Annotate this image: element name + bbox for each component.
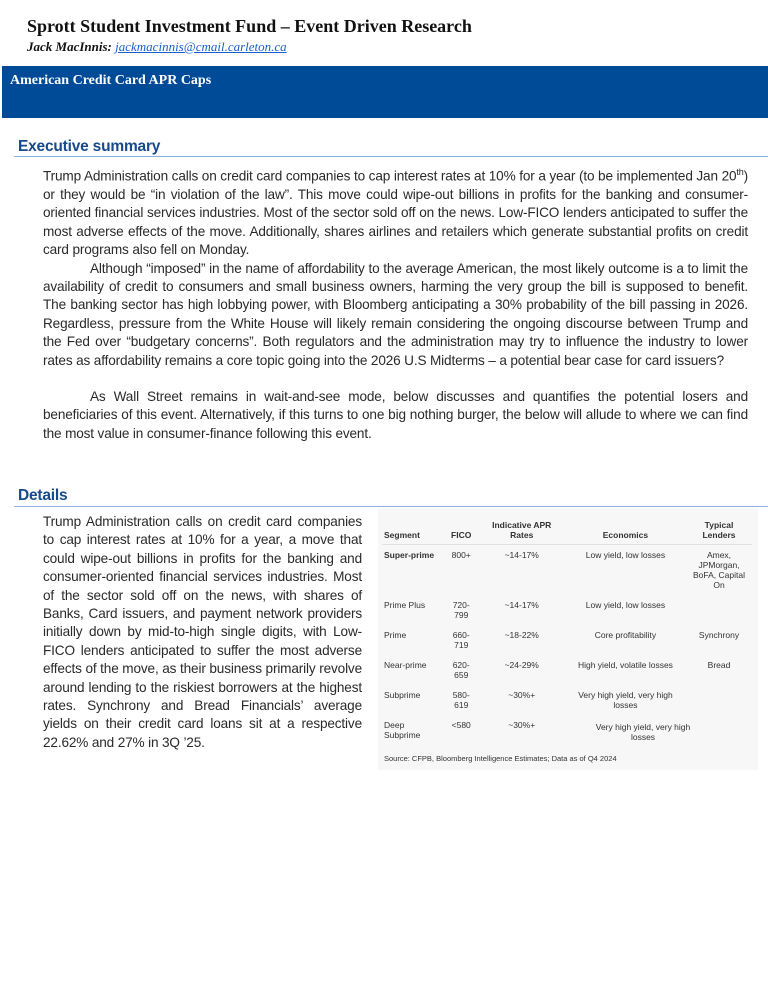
column-header: Typical Lenders — [686, 518, 752, 545]
table-cell: Deep Subprime — [384, 720, 421, 740]
table-cell: <580 — [451, 720, 471, 730]
table-cell: Synchrony — [698, 630, 740, 640]
table-cell: ~14-17% — [504, 550, 539, 560]
column-header: FICO — [444, 518, 479, 545]
divider — [14, 156, 768, 157]
table-cell: Super-prime — [384, 550, 435, 560]
apr-segment-table — [382, 518, 752, 745]
table-cell — [686, 595, 752, 625]
author-name: Jack MacInnis — [27, 39, 108, 54]
banner-title: American Credit Card APR Caps — [10, 73, 212, 88]
executive-summary-heading: Executive summary — [18, 138, 161, 155]
details-heading: Details — [18, 487, 68, 504]
table-note: Very high yield, very high losses — [595, 722, 691, 742]
table-cell: Amex, JPMorgan, BoFA, Capital On — [693, 550, 745, 590]
paragraph: As Wall Street remains in wait-and-see mode, below discusses and quantifies the potential losers and beneficiaries of this event. Alternatively, if this turns to one big nothing burger, the below will allude to where we can find the most value in consumer-finance following this event. — [43, 389, 748, 441]
table-cell: 720-799 — [452, 600, 470, 620]
table-row — [382, 545, 752, 596]
table-cell — [686, 685, 752, 715]
table-cell: 620-659 — [452, 660, 470, 680]
column-header: Indicative APR Rates — [479, 518, 565, 545]
table-cell: ~24-29% — [504, 660, 539, 670]
report-title: Sprott Student Investment Fund – Event Driven Research — [27, 16, 472, 36]
author-separator: : — [107, 39, 116, 54]
table-cell: Prime Plus — [384, 600, 426, 610]
paragraph: Although “imposed” in the name of affordability to the average American, the most likely outcome is a to limit the availability of credit to consumers and small business owners, harming the very group the bill is supposed to benefit. The banking sector has high lobbying power, with Bloomberg anticipating a 30% probability of the bill passing in 2026. Regardless, pressure from the White House will likely remain considering the ongoing discourse between Trump and the Fed over “budgetary concerns”. Both regulators and the administration may try to influence the industry to lower rates as affordability remains a core topic going into the 2026 U.S Midterms – a potential bear case for card issuers? — [43, 260, 748, 368]
author-line — [27, 39, 287, 55]
table-row — [382, 625, 752, 655]
column-header: Economics — [565, 518, 686, 545]
table-cell: Very high yield, very high losses — [578, 690, 673, 710]
table-cell: High yield, volatile losses — [577, 660, 673, 670]
text: ) or they would be “in violation of the law”. This move could wipe-out billions in profits for the banking and consumer-oriented financial services industries. Most of the sector sold off on the news. Low-FICO lenders anticipated to suffer the most adverse effects of the move. Additionally, shares airlines and retailers which generate substantial profits on credit card programs also fell on Monday. — [43, 168, 748, 258]
divider — [14, 506, 768, 507]
table-source: Source: CFPB, Bloomberg Intelligence Estimates; Data as of Q4 2024 — [384, 754, 617, 763]
table-cell: 660-719 — [452, 630, 470, 650]
superscript: th — [736, 167, 744, 177]
table-cell: Low yield, low losses — [585, 600, 666, 610]
column-header: Segment — [382, 518, 444, 545]
table-row — [382, 595, 752, 625]
table-cell: ~30%+ — [508, 720, 536, 730]
table-cell: 580-619 — [452, 690, 470, 710]
table-header-row — [382, 518, 752, 545]
table-cell: Subprime — [384, 690, 421, 700]
table-cell: ~30%+ — [508, 690, 536, 700]
table-row — [382, 685, 752, 715]
table-cell: Prime — [384, 630, 407, 640]
author-email-link[interactable]: jackmacinnis@cmail.carleton.ca — [115, 39, 287, 54]
table-cell: Low yield, low losses — [585, 550, 666, 560]
table-cell: Core profitability — [594, 630, 657, 640]
table-row — [382, 655, 752, 685]
details-body: Trump Administration calls on credit card companies to cap interest rates at 10% for a year, a move that could wipe-out billions in profits for the banking and consumer-oriented financial services industries. Most of the sector sold off on the news, with shares of Banks, Card issuers, and payment network providers initially down by mid-to-high single digits, with Low-FICO lenders anticipated to suffer the most adverse effects of the move, as their business primarily revolve around lending to the riskiest borrowers at the highest rates. Synchrony and Bread Financials’ average yields on their credit card loans sit at a respective 22.62% and 27% in 3Q ’25. — [43, 514, 362, 750]
apr-segment-table-image — [378, 508, 758, 770]
table-cell: ~18-22% — [504, 630, 539, 640]
text: Trump Administration calls on credit card companies to cap interest rates at 10% for a year (to be implemented Jan 20 — [43, 168, 737, 184]
table-cell: ~14-17% — [504, 600, 539, 610]
table-cell: 800+ — [451, 550, 471, 560]
executive-summary-body — [43, 163, 748, 443]
table-cell: Near-prime — [384, 660, 427, 670]
title-banner — [2, 66, 768, 118]
table-cell: Bread — [707, 660, 731, 670]
paragraph — [43, 163, 748, 260]
